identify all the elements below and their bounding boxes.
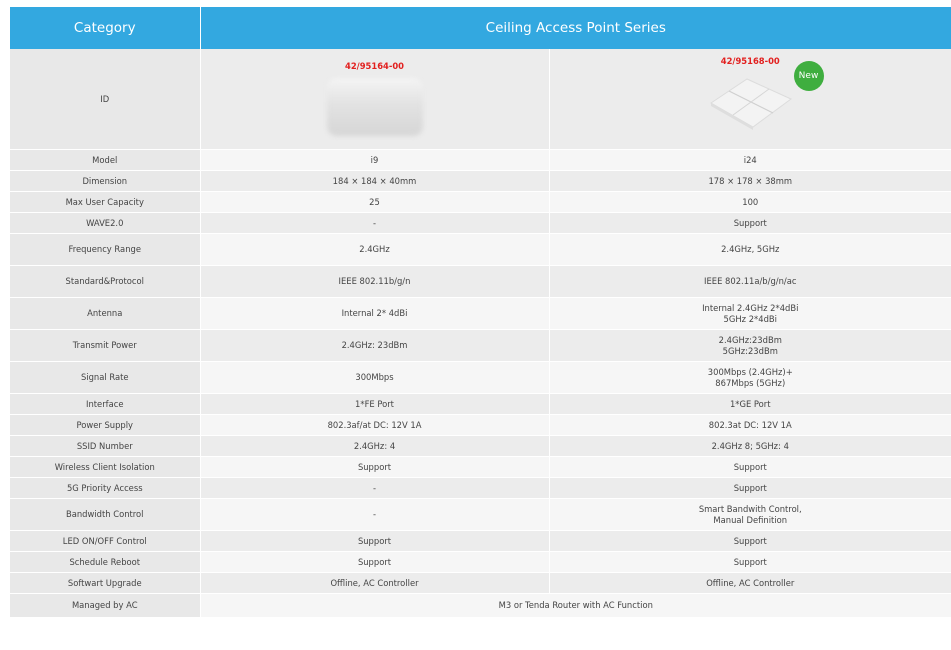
- table-row: [10, 266, 951, 298]
- value-cell-i9: 802.3af/at DC: 12V 1A: [200, 415, 549, 436]
- table-row: [10, 394, 951, 415]
- value-cell-i24: 2.4GHz, 5GHz: [549, 234, 951, 266]
- value-line: 2.4GHz:23dBm: [718, 334, 782, 345]
- table-row: [10, 552, 951, 573]
- row-label: Interface: [10, 394, 200, 415]
- ceiling-ap-square-icon: [707, 73, 793, 131]
- table-row: [10, 330, 951, 362]
- row-label: Power Supply: [10, 415, 200, 436]
- value-cell-i9: 25: [200, 192, 549, 213]
- value-cell-i9: Support: [200, 457, 549, 478]
- table-row: [10, 192, 951, 213]
- row-label: Signal Rate: [10, 362, 200, 394]
- row-label: Wireless Client Isolation: [10, 457, 200, 478]
- value-cell-i9: 184 × 184 × 40mm: [200, 171, 549, 192]
- spec-table-container: [10, 7, 951, 618]
- value-cell-i24: Offline, AC Controller: [549, 573, 951, 594]
- row-label: Dimension: [10, 171, 200, 192]
- value-cell-i24: i24: [549, 150, 951, 171]
- value-line: Smart Bandwith Control,: [698, 503, 802, 514]
- table-row: [10, 499, 951, 531]
- ceiling-ap-round-icon: [327, 78, 423, 136]
- row-label: Bandwidth Control: [10, 499, 200, 531]
- value-cell-i24: [549, 298, 951, 330]
- row-label: Schedule Reboot: [10, 552, 200, 573]
- value-line: 5GHz 2*4dBi: [723, 313, 777, 324]
- value-cell-i9: i9: [200, 150, 549, 171]
- table-body: [10, 49, 951, 618]
- product-cell-i9: [200, 49, 549, 150]
- table-row: [10, 573, 951, 594]
- id-row: [10, 49, 951, 150]
- value-line: 5GHz:23dBm: [722, 345, 778, 356]
- value-cell-i9: Offline, AC Controller: [200, 573, 549, 594]
- value-cell-i24: Support: [549, 531, 951, 552]
- series-header: Ceiling Access Point Series: [200, 7, 951, 49]
- table-row: [10, 594, 951, 618]
- product-cell-i24: [549, 49, 951, 150]
- value-cell-i9: 2.4GHz: 4: [200, 436, 549, 457]
- product-id: 42/95168-00: [720, 56, 780, 66]
- value-line: Internal 2.4GHz 2*4dBi: [702, 302, 799, 313]
- value-cell-i24: 100: [549, 192, 951, 213]
- value-cell-i24: [549, 499, 951, 531]
- value-line: Manual Definition: [713, 514, 788, 525]
- value-cell-i9: Support: [200, 552, 549, 573]
- category-header: Category: [10, 7, 200, 49]
- row-label: Softwart Upgrade: [10, 573, 200, 594]
- row-label: 5G Priority Access: [10, 478, 200, 499]
- row-label: Max User Capacity: [10, 192, 200, 213]
- value-cell-i9: IEEE 802.11b/g/n: [200, 266, 549, 298]
- value-cell-i24: [549, 362, 951, 394]
- table-row: [10, 234, 951, 266]
- value-cell-i24: 802.3at DC: 12V 1A: [549, 415, 951, 436]
- new-badge: New: [794, 61, 824, 91]
- value-cell-i9: 2.4GHz: [200, 234, 549, 266]
- value-cell-i24: 178 × 178 × 38mm: [549, 171, 951, 192]
- value-line: 300Mbps (2.4GHz)+: [707, 366, 793, 377]
- table-row: [10, 457, 951, 478]
- row-label: Model: [10, 150, 200, 171]
- value-cell-i9: 1*FE Port: [200, 394, 549, 415]
- row-label: Standard&Protocol: [10, 266, 200, 298]
- table-row: [10, 415, 951, 436]
- table-row: [10, 436, 951, 457]
- value-line: 867Mbps (5GHz): [715, 377, 786, 388]
- table-row: [10, 150, 951, 171]
- table-row: [10, 362, 951, 394]
- row-label: Antenna: [10, 298, 200, 330]
- value-cell-i24: [549, 330, 951, 362]
- value-cell-i24: 1*GE Port: [549, 394, 951, 415]
- row-label: WAVE2.0: [10, 213, 200, 234]
- value-cell-i9: Internal 2* 4dBi: [200, 298, 549, 330]
- value-cell-i9: 2.4GHz: 23dBm: [200, 330, 549, 362]
- value-cell-i9: 300Mbps: [200, 362, 549, 394]
- row-label: SSID Number: [10, 436, 200, 457]
- value-cell-i24: 2.4GHz 8; 5GHz: 4: [549, 436, 951, 457]
- table-row: [10, 531, 951, 552]
- value-cell-i9: -: [200, 213, 549, 234]
- row-label: Frequency Range: [10, 234, 200, 266]
- value-cell-i24: Support: [549, 457, 951, 478]
- row-label: ID: [10, 49, 200, 150]
- product-id: 42/95164-00: [345, 60, 404, 71]
- table-header-row: [10, 7, 951, 49]
- row-label: LED ON/OFF Control: [10, 531, 200, 552]
- value-cell-i9: -: [200, 478, 549, 499]
- table-row: [10, 478, 951, 499]
- value-cell-i9: -: [200, 499, 549, 531]
- value-cell-i24: IEEE 802.11a/b/g/n/ac: [549, 266, 951, 298]
- value-cell-i24: Support: [549, 478, 951, 499]
- row-label: Managed by AC: [10, 594, 200, 618]
- spec-table: [10, 7, 951, 618]
- merged-value-cell: M3 or Tenda Router with AC Function: [200, 594, 951, 618]
- table-row: [10, 298, 951, 330]
- table-row: [10, 171, 951, 192]
- row-label: Transmit Power: [10, 330, 200, 362]
- value-cell-i24: Support: [549, 552, 951, 573]
- value-cell-i24: Support: [549, 213, 951, 234]
- value-cell-i9: Support: [200, 531, 549, 552]
- table-row: [10, 213, 951, 234]
